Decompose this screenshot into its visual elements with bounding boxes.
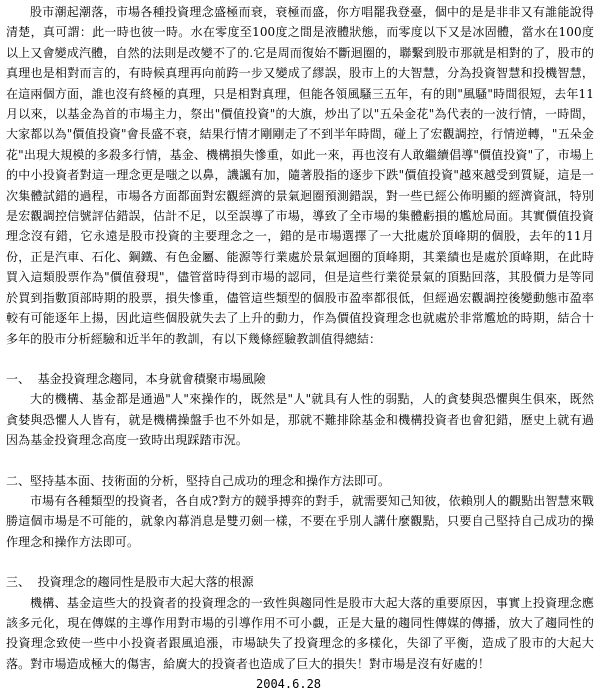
section-gap [6, 349, 594, 369]
section-2-body: 市場有各種類型的投資者，各自成?對方的競爭搏弈的對手，就需要知己知彼，依賴別人的觀點出智慧來戰勝這個市場是不可能的，就象內幕消息是雙刃劍一樣，不要在乎別人講什麼觀點，只要自己堅持自己成功的操作理念和操作方法即可。 [6, 493, 594, 549]
section-1-heading: 一、 基金投資理念趨同，本身就會積聚市場風險 [6, 371, 266, 386]
section-3-body: 機構、基金這些大的投資者的投資理念的一致性與趨同性是股市大起大落的重要原因，事實上投資理念應該多元化，現在傳媒的主導作用對市場的引導作用不可小覷，正是大量的趨同性傳媒的傳播，放大了趨同性的投資理念致使一些中小投資者跟風追漲，市場缺失了投資理念的多樣化，失卻了平衡，造成了股市的大起大落。對市場造成極大的傷害，給廣大的投資者也造成了巨大的損失！對市場是沒有好處的！ [6, 595, 594, 671]
section-gap [6, 451, 594, 471]
section-1-body: 大的機構、基金都是通過"人"來操作的，既然是"人"就具有人性的弱點，人的貪婪與恐懼與生俱來，既然貪婪與恐懼人人皆有，就是機構操盤手也不外如是，那就不難排除基金和機構投資者也會犯錯，歷史上就有過因為基金投資理念高度一致時出現踩踏市況。 [6, 392, 594, 448]
section-gap [6, 552, 594, 572]
intro-paragraph: 股市潮起潮落，市場各種投資理念盛極而衰，衰極而盛，你方唱罷我登臺，個中的是是非非又有誰能說得清楚，真可謂：此一時也彼一時。水在零度至100度之間是液體狀態，而零度以下又是冰固體，當水在100度以上又會變成汽體，自然的法則是改變不了的.它是周而復始不斷迴圈的，聯繫到股市那就是相對的了，股市的真理也是相對而言的，有時候真理再向前跨一步又變成了繆誤，股市上的大智慧，分為投資智慧和投機智慧，在這兩個方面，誰也沒有終極的真理，只是相對真理，但能各領風騷三五年，有的則"風騷"時間很短，去年11月以來，以基金為首的市場主力，祭出"價值投資"的大旗，炒出了以"五朵金花"為代表的一波行情，一時間，大家都以為"價值投資"會長盛不衰，結果行情才剛剛走了不到半年時間，碰上了宏觀調控，行情逆轉，"五朵金花"出現大規模的多殺多行情，基金、機構損失慘重，如此一來，再也沒有人敢繼續倡導"價值投資"了，市場上的中小投資者對這一理念更是嗤之以鼻，譏諷有加，隨著股指的逐步下跌"價值投資"越來越受到質疑，這是一次集體試錯的過程，市場各方面都面對宏觀經濟的景氣迴圈預測錯誤，對一些已經公佈明顯的經濟資訊，特別是宏觀調控信號評估錯誤，估計不足，以至誤導了市場，導致了全市場的集體虧損的尷尬局面。其實價值投資理念沒有錯，它永遠是股市投資的主要理念之一，錯的是市場選擇了一大批處於頂峰期的個股，去年的11月份，正是汽車、石化、鋼鐵、有色金屬、能源等行業處於景氣迴圈的頂峰期，其業績也是處於頂峰期，在此時買入這類股票作為"價值發現"，儘管當時得到市場的認同，但是這些行業從景氣的頂點回落，其股價力是等同於買到指數頂部時期的股票，損失慘重，儘管這些類型的個股市盈率都很低，但經過宏觀調控後變動態市盈率較有可能逐年上揚，因此這些個股就失去了上升的動力，作為價值投資理念也就處於非常尷尬的時期，結合十多年的股市分析經驗和近半年的教訓，有以下幾條經驗教訓值得總結： [6, 5, 594, 346]
article-date: 2004.6.28 [256, 677, 322, 692]
section-2-heading: 二、堅持基本面、技術面的分析，堅持自己成功的理念和操作方法即可。 [6, 473, 391, 488]
section-3-heading: 三、 投資理念的趨同性是股市大起大落的根源 [6, 575, 254, 590]
